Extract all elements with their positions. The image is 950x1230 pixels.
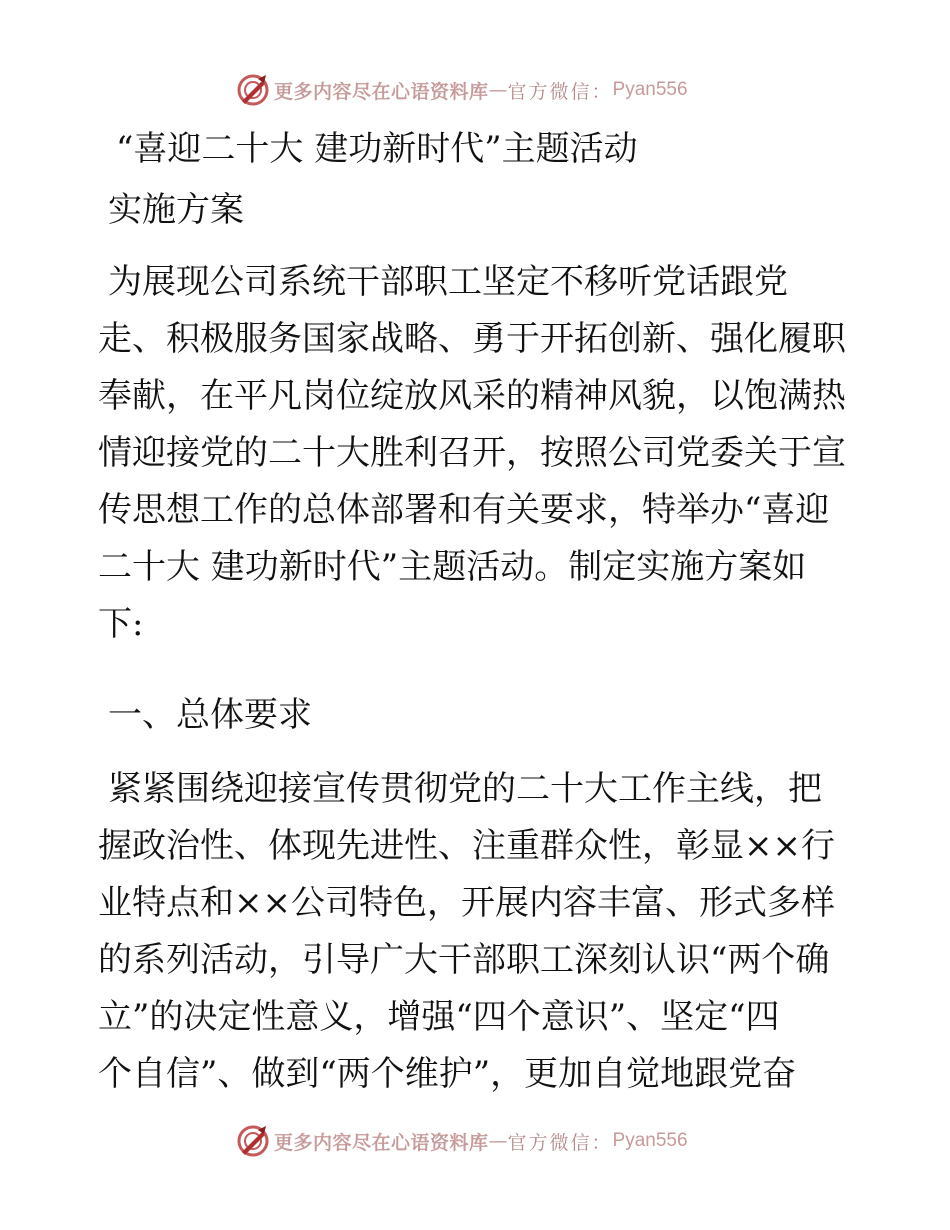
document-title: “喜迎二十大 建功新时代”主题活动: [116, 129, 638, 169]
pen-logo-icon: [236, 1124, 270, 1158]
intro-line: 二十大 建功新时代”主题活动。制定实施方案如: [98, 547, 807, 587]
document-subtitle: 实施方案: [108, 190, 244, 230]
section-line: 紧紧围绕迎接宣传贯彻党的二十大工作主线，把: [108, 769, 822, 809]
watermark-separator: —: [488, 1130, 508, 1152]
intro-line: 奉献，在平凡岗位绽放风采的精神风貌，以饱满热: [98, 376, 846, 416]
intro-paragraph: [98, 254, 850, 653]
watermark-official-label: 官方微信：: [507, 1131, 613, 1154]
intro-line: 情迎接党的二十大胜利召开，按照公司党委关于宣: [98, 433, 846, 473]
section-paragraph: [98, 761, 850, 1103]
section-line: 握政治性、体现先进性、注重群众性，彰显××行: [98, 826, 835, 866]
intro-line: 传思想工作的总体部署和有关要求，特举办“喜迎: [98, 490, 830, 530]
section-heading: 一、总体要求: [108, 695, 312, 735]
section-line: 的系列活动，引导广大干部职工深刻认识“两个确: [98, 940, 830, 980]
watermark-banner-top: [236, 72, 688, 108]
watermark-wechat-id: Pyan556: [612, 79, 688, 100]
intro-line: 走、积极服务国家战略、勇于开拓创新、强化履职: [98, 319, 846, 359]
intro-line: 下:: [98, 604, 144, 644]
section-line: 业特点和××公司特色，开展内容丰富、形式多样: [98, 883, 835, 923]
document-body: [98, 120, 850, 1103]
watermark-text: 更多内容尽在心语资料库: [274, 1131, 489, 1154]
pen-logo-icon: [236, 73, 270, 107]
watermark-wechat-id: Pyan556: [612, 1130, 688, 1151]
watermark-official-label: 官方微信：: [507, 80, 613, 103]
section-line: 个自信”、做到“两个维护”，更加自觉地跟党奋: [98, 1054, 797, 1094]
section-line: 立”的决定性意义，增强“四个意识”、坚定“四: [98, 997, 780, 1037]
watermark-separator: —: [488, 79, 508, 101]
intro-line: 为展现公司系统干部职工坚定不移听党话跟党: [108, 262, 788, 302]
watermark-text: 更多内容尽在心语资料库: [274, 80, 489, 103]
paragraph-spacer: [98, 653, 850, 683]
watermark-banner-bottom: [236, 1123, 688, 1159]
